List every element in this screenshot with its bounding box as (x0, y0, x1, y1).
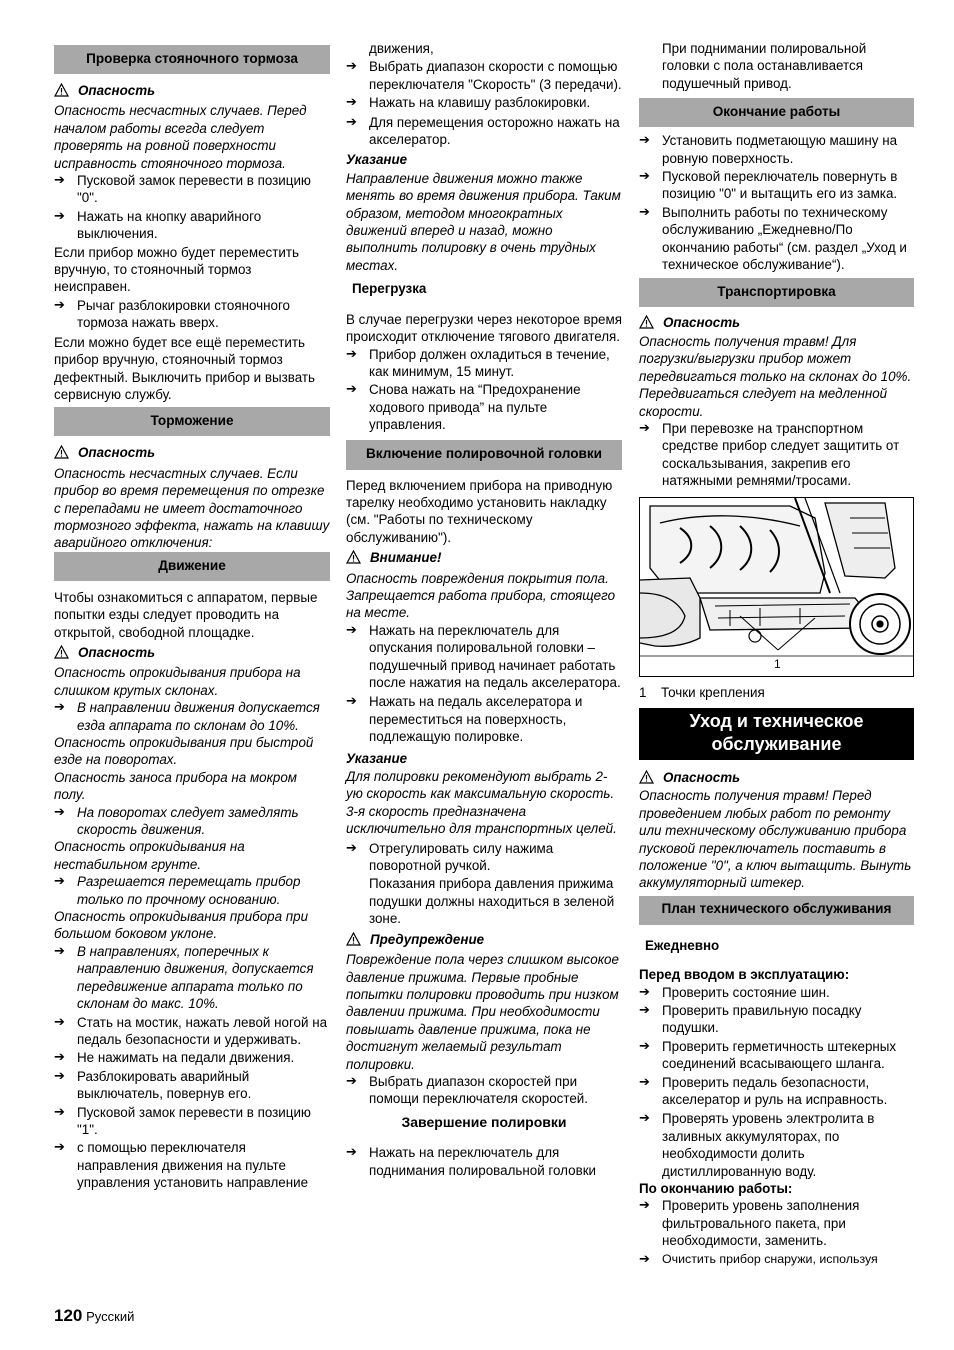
warning-text: Опасность получения травм! Для погрузки/выгрузки прибор может передвигаться только на склонах до 10%. Передвигаться следует на медленной скорости. (639, 333, 912, 419)
step: ➔ Установить подметающую машину на ровную поверхность. (639, 132, 914, 167)
figure-fastening-points (639, 497, 914, 677)
warning-text: Опасность заноса прибора на мокром полу. (54, 769, 297, 803)
note-title: Указание (346, 750, 408, 766)
column-1 (54, 40, 330, 1192)
warning-triangle-icon (54, 83, 69, 97)
column-2 (346, 40, 622, 1179)
warning-triangle-icon (346, 932, 361, 946)
warning-title: Опасность (639, 769, 914, 786)
warning-triangle-icon (54, 645, 69, 659)
warning-text: Опасность несчастных случаев. Перед началом работы всегда следует проверять на ровной поверхности исправность стояночного тормоза. (54, 103, 307, 171)
subheading-daily: Ежедневно (645, 937, 720, 953)
step: ➔ Рычаг разблокировки стояночного тормоза нажать вверх. (54, 297, 330, 332)
step: ➔ Пусковой замок перевести в позицию "0". (54, 172, 330, 207)
step: ➔ Отрегулировать силу нажима поворотной ручкой. (346, 840, 622, 875)
warning-triangle-icon (639, 315, 654, 329)
machine-illustration (640, 498, 914, 676)
subheading-after-work: По окончанию работы: (639, 1181, 793, 1197)
figure-caption-number: 1 (639, 684, 647, 700)
section-header-maintenance-plan: План технического обслуживания (639, 896, 914, 925)
figure-caption (639, 684, 914, 701)
section-header-braking: Торможение (54, 407, 330, 436)
note-text: Направление движения можно также менять во время движения прибора. Таким образом, методом многократных движений вперед и назад, можно выполнить полировку в очень трудных местах. (346, 170, 621, 273)
step: ➔ Проверить педаль безопасности, акселератор и руль на исправность. (639, 1074, 914, 1109)
section-header-motion: Движение (54, 552, 330, 581)
step: ➔ Выполнить работы по техническому обслуживанию „Ежедневно/По окончанию работы“ (см. раздел „Уход и техническое обслуживание“). (639, 204, 914, 274)
step: ➔ Проверить герметичность штекерных соединений всасывающего шланга. (639, 1038, 914, 1073)
page-number: 120 (54, 1306, 83, 1325)
step: ➔ Пусковой замок перевести в позицию "1". (54, 1104, 330, 1139)
warning-step: ➔ В направлении движения допускается езда аппарата по склонам до 10%. (54, 699, 330, 734)
step: ➔ Для перемещения осторожно нажать на акселератор. (346, 114, 622, 149)
column-3 (639, 40, 914, 1268)
step: ➔ При перевозке на транспортном средстве прибор следует защитить от соскальзывания, закрепив его натяжными ремнями/тросами. (639, 420, 914, 490)
step: ➔ Проверять уровень электролита в заливных аккумуляторах, по необходимости долить дистиллированную воду. (639, 1110, 914, 1180)
subheading-polish-end: Завершение полировки (401, 1113, 567, 1130)
step: ➔ Прибор должен охладиться в течение, как минимум, 15 минут. (346, 346, 622, 381)
step: ➔ Проверить правильную посадку подушки. (639, 1002, 914, 1037)
step: ➔ Нажать на педаль акселератора и переместиться на поверхность, подлежащую полировке. (346, 693, 622, 745)
step: ➔ Разблокировать аварийный выключатель, повернув его. (54, 1068, 330, 1103)
warning-triangle-icon (54, 445, 69, 459)
warning-title: Опасность (54, 644, 330, 661)
subheading-before-use: Перед вводом в эксплуатацию: (639, 967, 850, 983)
warning-title: Внимание! (346, 549, 622, 566)
step: ➔ Проверить уровень заполнения фильтровального пакета, при необходимости, заменить. (639, 1197, 914, 1249)
note-title: Указание (346, 152, 408, 168)
figure-caption-text: Точки крепления (661, 684, 765, 700)
subheading-overload: Перегрузка (352, 281, 427, 297)
paragraph: Если можно будет все ещё переместить прибор вручную, стояночный тормоз дефектный. Выключить прибор и вызвать сервисную службу. (54, 334, 315, 402)
chapter-header-care: Уход и техническое обслуживание (639, 708, 914, 760)
warning-text: Повреждение пола через слишком высокое давление прижима. Первые пробные попытки полировки проводить при низком давлении прижима. При необходимости повышать давление прижима, пока не достигнут желаемый результат полировки. (346, 952, 619, 1072)
step: ➔ Нажать на клавишу разблокировки. (346, 94, 622, 111)
section-header-end-work: Окончание работы (639, 98, 914, 127)
step: ➔ Не нажимать на педали движения. (54, 1049, 330, 1066)
warning-text: Опасность несчастных случаев. Если прибор во время перемещения по отрезке с перепадами не имеет достаточного тормозного эффекта, нажать на клавишу аварийного отключения: (54, 465, 330, 551)
figure-callout-label: 1 (774, 656, 781, 671)
paragraph: Если прибор можно будет переместить вручную, то стояночный тормоз неисправен. (54, 244, 299, 295)
warning-text: Опасность опрокидывания прибора на слишком крутых склонах. (54, 665, 301, 698)
warning-step: ➔ В направлениях, поперечных к направлению движения, допускается передвижение аппарата только по склонам до макс. 10%. (54, 943, 330, 1013)
step: ➔ Стать на мостик, нажать левой ногой на педаль безопасности и удерживать. (54, 1014, 330, 1049)
step: ➔ Выбрать диапазон скоростей при помощи переключателя скоростей. (346, 1073, 622, 1108)
page-footer (54, 1307, 134, 1325)
paragraph: Перед включением прибора на приводную тарелку необходимо установить накладку (см. "Работы по техническому обслуживанию"). (346, 477, 613, 545)
continued-text: движения, (369, 41, 434, 56)
warning-title: Опасность (639, 314, 914, 331)
warning-text: Опасность опрокидывания на нестабильном грунте. (54, 839, 245, 872)
warning-triangle-icon (346, 550, 361, 564)
warning-triangle-icon (639, 770, 654, 784)
note-text: Для полировки рекомендуют выбрать 2-ую скорость как максимальную скорость. 3-я скорость предназначена исключительно для транспортных целей. (346, 769, 617, 837)
warning-text: Опасность опрокидывания при быстрой езде на поворотах. (54, 735, 314, 768)
language-label: Русский (86, 1309, 135, 1324)
paragraph: В случае перегрузки через некоторое время происходит отключение тягового двигателя. (346, 311, 622, 345)
step: ➔ Очистить прибор снаружи, используя (639, 1251, 914, 1268)
step: ➔ Снова нажать на “Предохранение ходового привода” на пульте управления. (346, 381, 622, 433)
warning-text: Опасность опрокидывания прибора при большом боковом уклоне. (54, 909, 309, 942)
step: ➔ с помощью переключателя направления движения на пульте управления установить направление (54, 1139, 330, 1191)
continued-text: При поднимании полировальной головки с пола останавливается подушечный привод. (662, 41, 867, 91)
step: ➔ Выбрать диапазон скорости с помощью переключателя "Скорость" (3 передачи). (346, 58, 622, 93)
paragraph: Чтобы ознакомиться с аппаратом, первые попытки езды следует проводить на открытой, свободной площадке. (54, 589, 318, 640)
step: ➔ Нажать на переключатель для опускания полировальной головки – подушечный привод начинает работать после нажатия на педаль акселератора. (346, 622, 622, 692)
section-header-brake-check: Проверка стояночного тормоза (54, 45, 330, 74)
step: ➔ Проверить состояние шин. (639, 984, 914, 1001)
step: ➔ Пусковой переключатель повернуть в позицию "0" и вытащить его из замка. (639, 168, 914, 203)
warning-title: Опасность (54, 82, 330, 99)
section-header-transport: Транспортировка (639, 278, 914, 307)
warning-step: ➔ Разрешается перемещать прибор только по прочному основанию. (54, 873, 330, 908)
warning-title: Предупреждение (346, 931, 622, 948)
warning-text: Опасность повреждения покрытия пола. Запрещается работа прибора, стоящего на месте. (346, 570, 616, 621)
warning-title: Опасность (54, 444, 330, 461)
warning-text: Опасность получения травм! Перед проведением любых работ по ремонту или техническому обслуживанию прибора пусковой переключатель поставить в положение "0", а ключ вытащить. Вынуть аккумуляторный штекер. (639, 788, 912, 891)
warning-step: ➔ На поворотах следует замедлять скорость движения. (54, 804, 330, 839)
paragraph: Показания прибора давления прижима подушки должны находиться в зеленой зоне. (369, 876, 615, 927)
step: ➔ Нажать на кнопку аварийного выключения. (54, 208, 330, 243)
section-header-polish-on: Включение полировочной головки (346, 440, 622, 470)
step: ➔ Нажать на переключатель для поднимания полировальной головки (346, 1144, 622, 1179)
